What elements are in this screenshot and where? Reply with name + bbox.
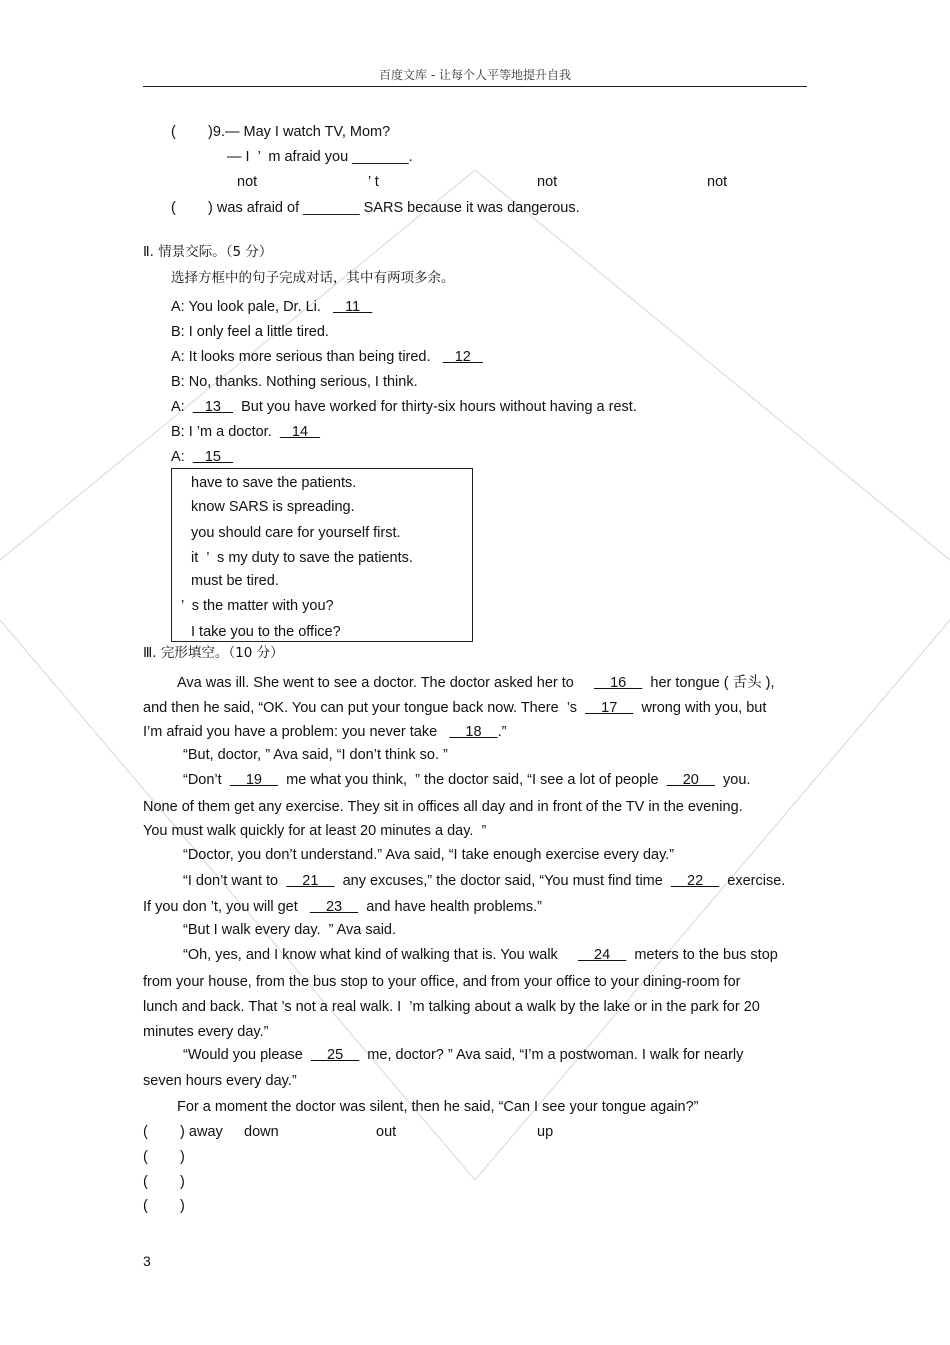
section2-instruction: 选择方框中的句子完成对话，其中有两项多余。 xyxy=(171,270,455,286)
answer-row: ( ) away xyxy=(143,1124,223,1140)
page-header: 百度文库 - 让每个人平等地提升自我 xyxy=(379,68,571,82)
passage-line: For a moment the doctor was silent, then he said, “Can I see your tongue again?” xyxy=(177,1099,699,1115)
answer-option: up xyxy=(537,1124,554,1140)
blank-20: 20 xyxy=(666,772,715,788)
option-item: ’ s the matter with you? xyxy=(181,598,334,614)
passage-line: None of them get any exercise. They sit in offices all day and in front of the TV in the evening. xyxy=(143,799,743,815)
answer-row: ( ) xyxy=(143,1198,185,1214)
passage-line: “Would you please 25 me, doctor? ” Ava said, “I’m a postwoman. I walk for nearly xyxy=(183,1047,744,1063)
option-item: know SARS is spreading. xyxy=(191,499,355,515)
section2-title: Ⅱ. 情景交际。（5 分） xyxy=(143,244,273,260)
passage-line: from your house, from the bus stop to your office, and from your office to your dining-room for xyxy=(143,974,741,990)
option-item: I take you to the office? xyxy=(191,624,341,640)
passage-line: minutes every day.” xyxy=(143,1024,269,1040)
passage-line: “I don’t want to 21 any excuses,” the doctor said, “You must find time 22 exercise. xyxy=(183,873,786,889)
option-item: you should care for yourself first. xyxy=(191,525,401,541)
page-number: 3 xyxy=(143,1253,151,1269)
answer-row: ( ) xyxy=(143,1149,185,1165)
passage-line: “But, doctor, ” Ava said, “I don’t think so. ” xyxy=(183,747,448,763)
blank-21: 21 xyxy=(286,873,335,889)
q9-option-b: ’ t xyxy=(368,174,379,190)
q9-stem: ( )9.— May I watch TV, Mom? xyxy=(171,124,391,140)
blank-15: 15 xyxy=(192,449,234,465)
passage-line: You must walk quickly for at least 20 minutes a day. ” xyxy=(143,823,487,839)
blank-11: 11 xyxy=(333,299,373,315)
dialogue-line: A: You look pale, Dr. Li. 11 xyxy=(171,299,373,315)
passage-line: “But I walk every day. ” Ava said. xyxy=(183,922,397,938)
dialogue-line: A: It looks more serious than being tired. 12 xyxy=(171,349,483,365)
option-item: it ’ s my duty to save the patients. xyxy=(191,550,413,566)
blank-17: 17 xyxy=(585,700,634,716)
header-rule xyxy=(143,86,807,87)
blank-23: 23 xyxy=(309,899,359,915)
passage-line: “Doctor, you don’t understand.” Ava said, “I take enough exercise every day.” xyxy=(183,847,675,863)
answer-row: ( ) xyxy=(143,1174,185,1190)
passage-line: lunch and back. That ’s not a real walk. I ’m talking about a walk by the lake or in the park for 20 xyxy=(143,999,760,1015)
blank-22: 22 xyxy=(670,873,720,889)
dialogue-line: A: 15 xyxy=(171,449,234,465)
passage-line: and then he said, “OK. You can put your tongue back now. There ’s 17 wrong with you, but xyxy=(143,700,767,716)
q9-option-a: not xyxy=(237,174,258,190)
passage-line: “Oh, yes, and I know what kind of walking that is. You walk 24 meters to the bus stop xyxy=(183,947,778,963)
passage-line: Ava was ill. She went to see a doctor. The doctor asked her to 16 her tongue ( 舌头 ), xyxy=(177,675,775,691)
q9-option-c: not xyxy=(537,174,558,190)
q10-stem: ( ) was afraid of _______ SARS because it was dangerous. xyxy=(171,200,580,216)
answer-option: down xyxy=(244,1124,279,1140)
blank-13: 13 xyxy=(192,399,234,415)
blank-19: 19 xyxy=(229,772,279,788)
answer-option: out xyxy=(376,1124,397,1140)
dialogue-line: B: No, thanks. Nothing serious, I think. xyxy=(171,374,418,390)
passage-line: I’m afraid you have a problem: you never take 18 .” xyxy=(143,724,507,740)
blank-16: 16 xyxy=(593,675,643,691)
blank-25: 25 xyxy=(310,1047,360,1063)
section3-title: Ⅲ. 完形填空。（10 分） xyxy=(143,645,284,661)
blank-12: 12 xyxy=(442,349,483,365)
blank-18: 18 xyxy=(449,724,498,740)
passage-line: seven hours every day.” xyxy=(143,1073,297,1089)
option-item: have to save the patients. xyxy=(191,475,357,491)
dialogue-line: B: I ’m a doctor. 14 xyxy=(171,424,321,440)
passage-line: If you don ’t, you will get 23 and have health problems.” xyxy=(143,899,542,915)
blank-14: 14 xyxy=(279,424,321,440)
dialogue-line: A: 13 But you have worked for thirty-six hours without having a rest. xyxy=(171,399,637,415)
q9-reply: — I ’ m afraid you _______. xyxy=(227,149,413,165)
q9-option-d: not xyxy=(707,174,728,190)
blank-24: 24 xyxy=(577,947,627,963)
dialogue-line: B: I only feel a little tired. xyxy=(171,324,329,340)
passage-line: “Don’t 19 me what you think, ” the doctor said, “I see a lot of people 20 you. xyxy=(183,772,751,788)
option-item: must be tired. xyxy=(191,573,279,589)
